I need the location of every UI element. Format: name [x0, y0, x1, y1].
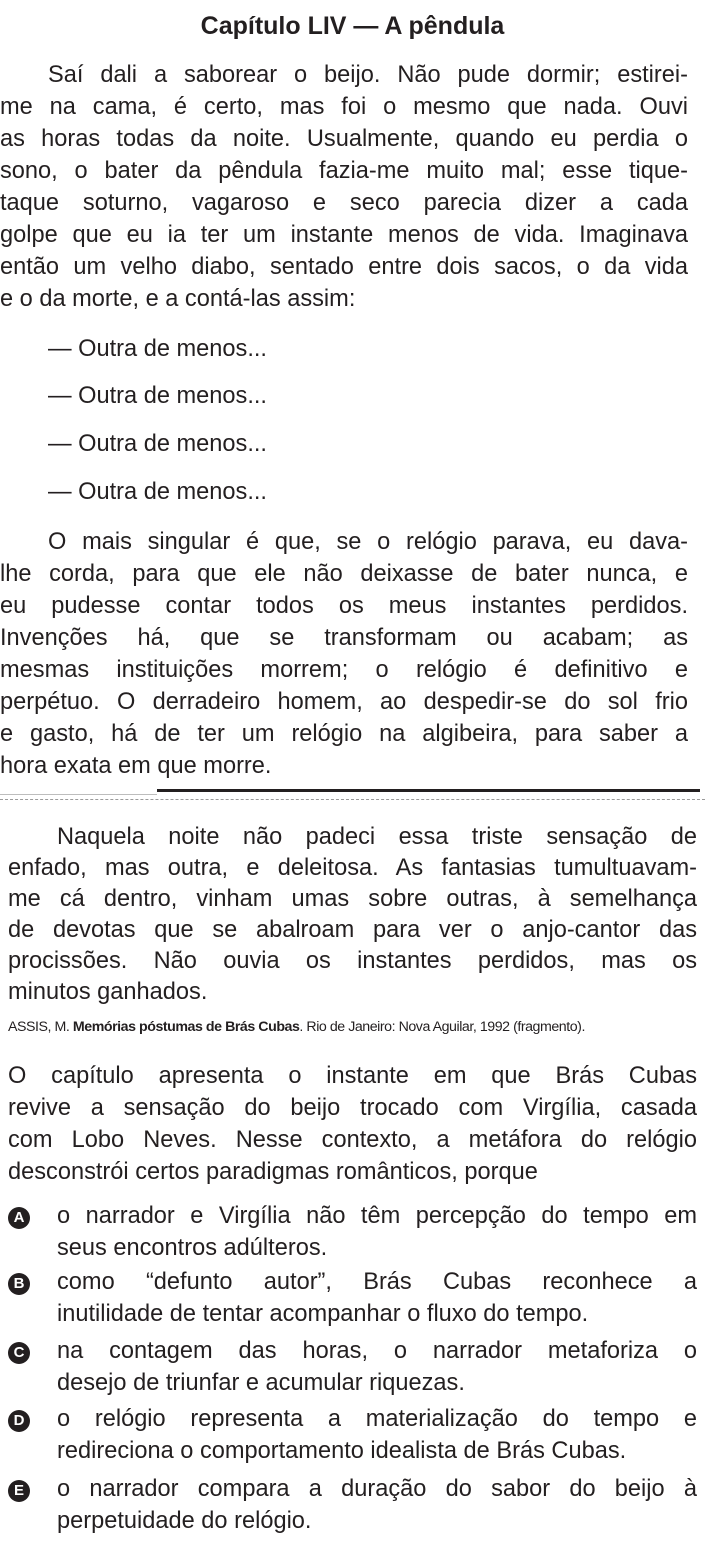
- question-line: com Lobo Neves. Nesse contexto, a metáfora do relógio: [8, 1127, 697, 1153]
- divider-line-light: [0, 794, 157, 795]
- option-text-line: desejo de triunfar e acumular riquezas.: [57, 1370, 465, 1396]
- option-letter-badge: D: [8, 1410, 30, 1432]
- option-text-line: na contagem das horas, o narrador metaforiza o: [57, 1338, 697, 1364]
- citation-details: . Rio de Janeiro: Nova Aguilar, 1992 (fragmento).: [299, 1019, 585, 1035]
- passage-line: minutos ganhados.: [8, 979, 208, 1005]
- source-citation: [8, 1016, 585, 1038]
- dialogue-line: — Outra de menos...: [48, 431, 267, 457]
- dialogue-line: — Outra de menos...: [48, 383, 267, 409]
- passage-line: perpétuo. O derradeiro homem, ao despedir-se do sol frio: [0, 689, 688, 715]
- passage-line: enfado, mas outra, e deleitosa. As fantasias tumultuavam-: [8, 855, 697, 881]
- passage-line: mesmas instituições morrem; o relógio é definitivo e: [0, 657, 688, 683]
- option-letter-badge: B: [8, 1273, 30, 1295]
- passage-line: Saí dali a saborear o beijo. Não pude dormir; estirei-: [48, 62, 688, 88]
- passage-line: me cá dentro, vinham umas sobre outras, à semelhança: [8, 886, 697, 912]
- passage-line: golpe que eu ia ter um instante menos de vida. Imaginava: [0, 222, 688, 248]
- divider-line: [157, 789, 700, 792]
- dialogue-line: — Outra de menos...: [48, 336, 267, 362]
- citation-author: ASSIS, M.: [8, 1019, 73, 1035]
- passage-line: lhe corda, para que ele não deixasse de bater nunca, e: [0, 561, 688, 587]
- option-text-line: o narrador compara a duração do sabor do beijo à: [57, 1476, 697, 1502]
- passage-line: e gasto, há de ter um relógio na algibeira, para saber a: [0, 721, 688, 747]
- question-line: desconstrói certos paradigmas românticos, porque: [8, 1159, 538, 1185]
- option-text-line: seus encontros adúlteros.: [57, 1235, 328, 1261]
- passage-line: hora exata em que morre.: [0, 753, 272, 779]
- option-letter-badge: C: [8, 1342, 30, 1364]
- passage-line: procissões. Não ouvia os instantes perdidos, mas os: [8, 948, 697, 974]
- citation-work-title: Memórias póstumas de Brás Cubas: [72, 1019, 300, 1035]
- passage-line: sono, o bater da pêndula fazia-me muito mal; esse tique-: [0, 158, 688, 184]
- passage-line: O mais singular é que, se o relógio parava, eu dava-: [48, 529, 688, 555]
- question-line: revive a sensação do beijo trocado com Virgília, casada: [8, 1095, 697, 1121]
- passage-line: de devotas que se abalroam para ver o anjo-cantor das: [8, 917, 697, 943]
- passage-line: Invenções há, que se transformam ou acabam; as: [0, 625, 688, 651]
- question-line: O capítulo apresenta o instante em que Brás Cubas: [8, 1063, 697, 1089]
- passage-line: eu pudesse contar todos os meus instantes perdidos.: [0, 593, 688, 619]
- option-text-line: o relógio representa a materialização do tempo e: [57, 1406, 697, 1432]
- option-text-line: como “defunto autor”, Brás Cubas reconhece a: [57, 1269, 697, 1295]
- page-break-dashed-line: [0, 799, 705, 800]
- passage-line: taque soturno, vagaroso e seco parecia dizer a cada: [0, 190, 688, 216]
- option-text-line: perpetuidade do relógio.: [57, 1508, 312, 1534]
- passage-line: me na cama, é certo, mas foi o mesmo que nada. Ouvi: [0, 94, 688, 120]
- option-text-line: inutilidade de tentar acompanhar o fluxo do tempo.: [57, 1301, 589, 1327]
- passage-line: Naquela noite não padeci essa triste sensação de: [57, 824, 697, 850]
- option-letter-badge: E: [8, 1480, 30, 1502]
- option-letter-badge: A: [8, 1207, 30, 1229]
- option-text-line: redireciona o comportamento idealista de Brás Cubas.: [57, 1438, 627, 1464]
- option-text-line: o narrador e Virgília não têm percepção do tempo em: [57, 1203, 697, 1229]
- passage-line: as horas todas da noite. Usualmente, quando eu perdia o: [0, 126, 688, 152]
- dialogue-line: — Outra de menos...: [48, 479, 267, 505]
- chapter-title: Capítulo LIV — A pêndula: [200, 12, 505, 40]
- passage-line: e o da morte, e a contá-las assim:: [0, 286, 356, 312]
- passage-line: então um velho diabo, sentado entre dois sacos, o da vida: [0, 254, 688, 280]
